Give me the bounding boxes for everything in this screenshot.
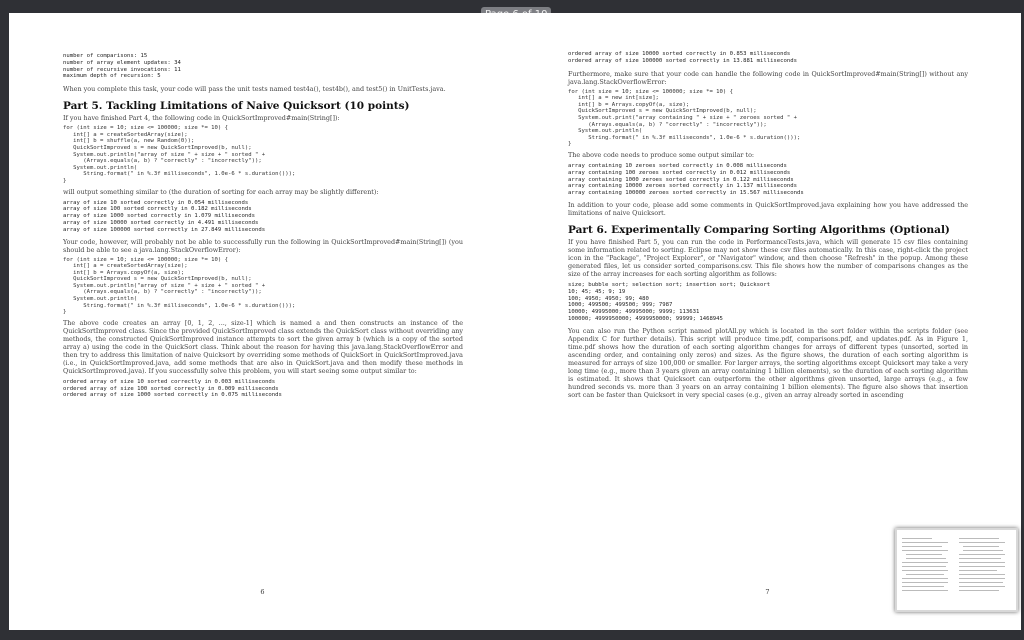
comments-paragraph: In addition to your code, please add some comments in QuickSortImproved.java explaining how you have addressed the limitations of naive Quicksort. [568, 200, 968, 217]
document-page-6 [9, 13, 516, 630]
stack-overflow-paragraph: Your code, however, will probably not be able to successfully run the following in QuickSortImproved#main(String[]) (you should be able to see a java.lang.StackOverflowError): [63, 237, 463, 254]
python-paragraph: You can also run the Python script named plotAll.py which is located in the sort folder within the scripts folder (see Appendix C for further details). This script will produce time.pdf, comparisons.pdf, and updates.pdf. As in Figure 1, time.pdf shows how the duration of each sorting algorithm changes for arrays of different types (unsorted, sorted in ascending order, and containing only zeros) and sizes. As the figure shows, the duration of each sorting algorithm is measured for arrays of size 100,000 or smaller. For larger arrays, the sorting algorithms except Quicksort may take a very long time (e.g., more than 3 years given an array containing 1 billion elements), so the duration of each sorting algorithm is estimated. It shows that Quicksort can outperform the other algorithms given unsorted, large arrays (e.g., a few hundred seconds vs. more than 3 years on an array containing 1 billion elements). The figure also shows that insertion sort can be faster than Quicksort in very special cases (e.g., given an array already sorted in ascending [568, 326, 968, 399]
part6-heading: Part 6. Experimentally Comparing Sorting Algorithms (Optional) [568, 223, 950, 236]
page-number: 7 [765, 588, 770, 596]
comparisons-table: size; bubble sort; selection sort; insertion sort; Quicksort 10; 45; 45; 9; 19 100; 4950; 4950; 99; 480 1000; 499500; 499500; 999; 7987 10000; 49995000; 49995000; 9999; 113631 100000; 4999950000; 4999950000; 99999; 1468945 [568, 281, 771, 322]
thumbnail-page-right [959, 536, 1009, 602]
page-thumbnail-preview[interactable] [895, 528, 1018, 612]
code-block-shuffled: for (int size = 10; size <= 100000; size *= 10) { int[] a = createSortedArray(size); int[] b = shuffle(a, new Random(0)); QuickSortImproved s = new QuickSortImproved(b, null); System.out.println("array of size " + size + " sorted " + (Arrays.equals(a, b) ? "correctly" : "incorrectly")); System.out.println( String.format(" in %.3f milliseconds", 1.0e-6 * s.duration())); } [63, 125, 296, 184]
code-block-zeroes: for (int size = 10; size <= 100000; size *= 10) { int[] a = new int[size]; int[] b = Arrays.copyOf(a, size); QuickSortImproved s = new QuickSortImproved(b, null); System.out.print("array containing " + size + " zeroes sorted " + (Arrays.equals(a, b) ? "correctly" : "incorrectly")); System.out.println( String.format(" in %.3f milliseconds", 1.0e-6 * s.duration())); } [568, 88, 801, 148]
part6-paragraph: If you have finished Part 5, you can run the code in PerformanceTests.java, which will generate 15 csv files containing some information related to sorting. Eclipse may not show these csv files automatically. In this case, right-click the project icon in the "Package", "Project Explorer", or "Navigator" window, and then choose "Refresh" in the popup. Among these generated files, let us consider sorted_comparisons.csv. This file shows how the number of comparisons changes as the size of the array increases for each sorting algorithm as follows: [568, 237, 968, 278]
explanation-paragraph: The above code creates an array [0, 1, 2, ..., size-1] which is named a and then constructs an instance of the QuickSortImproved class. Since the provided QuickSortImproved class extends the QuickSort class without overriding any methods, the constructed QuickSortImproved instance attempts to sort the given array b (which is a copy of the sorted array a) using the code in the QuickSort class. Think about the reason for having this java.lang.StackOverflowError and then try to address this limitation of naive Quicksort by overriding some methods of QuickSort in QuickSortImproved.java (i.e., in QuickSortImproved.java, add some methods that are also in QuickSort.java and then modify these methods in QuickSortImproved.java). If you successfully solve this problem, you will start seeing some output similar to: [63, 318, 463, 375]
output-block-shuffled: array of size 10 sorted correctly in 0.054 milliseconds array of size 100 sorted correctly in 0.182 milliseconds array of size 1000 sorted correctly in 1.079 milliseconds array of size 10000 sorted correctly in 4.491 milliseconds array of size 100000 sorted correctly in 27.849 milliseconds [63, 199, 266, 233]
output-block-ordered-cont: ordered array of size 10000 sorted correctly in 0.853 milliseconds ordered array of size 100000 sorted correctly in 13.881 milliseconds [568, 51, 798, 64]
page-number: 6 [260, 588, 265, 596]
output-intro: will output something similar to (the duration of sorting for each array may be slightly different): [63, 187, 379, 196]
code-block-sorted: for (int size = 10; size <= 100000; size *= 10) { int[] a = createSortedArray(size); int[] b = Arrays.copyOf(a, size); QuickSortImproved s = new QuickSortImproved(b, null); System.out.println("array of size " + size + " sorted " + (Arrays.equals(a, b) ? "correctly" : "incorrectly")); System.out.println( String.format(" in %.3f milliseconds", 1.0e-6 * s.duration())); } [63, 256, 296, 316]
furthermore-paragraph: Furthermore, make sure that your code can handle the following code in QuickSortImproved#main(String[]) without any java.lang.StackOverflowError: [568, 69, 968, 86]
recursion-stats: number of comparisons: 15 number of array element updates: 34 number of recursive invocations: 11 maximum depth of recursion: 5 [63, 53, 181, 80]
thumbnail-page-left [902, 536, 952, 602]
page-6-content [63, 53, 463, 403]
part5-intro: If you have finished Part 4, the following code in QuickSortImproved#main(String[]): [63, 114, 340, 123]
unit-tests-paragraph: When you complete this task, your code will pass the unit tests named test4a(), test4b(), and test5() in UnitTests.java. [63, 85, 446, 94]
output-block-zeroes: array containing 10 zeroes sorted correctly in 0.008 milliseconds array containing 100 zeroes sorted correctly in 0.012 milliseconds array containing 1000 zeroes sorted correctly in 0.122 milliseconds array containing 10000 zeroes sorted correctly in 1.137 milliseconds array containing 100000 zeroes sorted correctly in 15.567 milliseconds [568, 162, 804, 197]
part5-heading: Part 5. Tackling Limitations of Naive Quicksort (10 points) [63, 100, 410, 113]
output-block-ordered: ordered array of size 10 sorted correctly in 0.003 milliseconds ordered array of size 100 sorted correctly in 0.009 milliseconds ordered array of size 1000 sorted correctly in 0.075 milliseconds [63, 378, 282, 399]
page-7-content [568, 51, 968, 399]
above-output-paragraph: The above code needs to produce some output similar to: [568, 150, 755, 159]
